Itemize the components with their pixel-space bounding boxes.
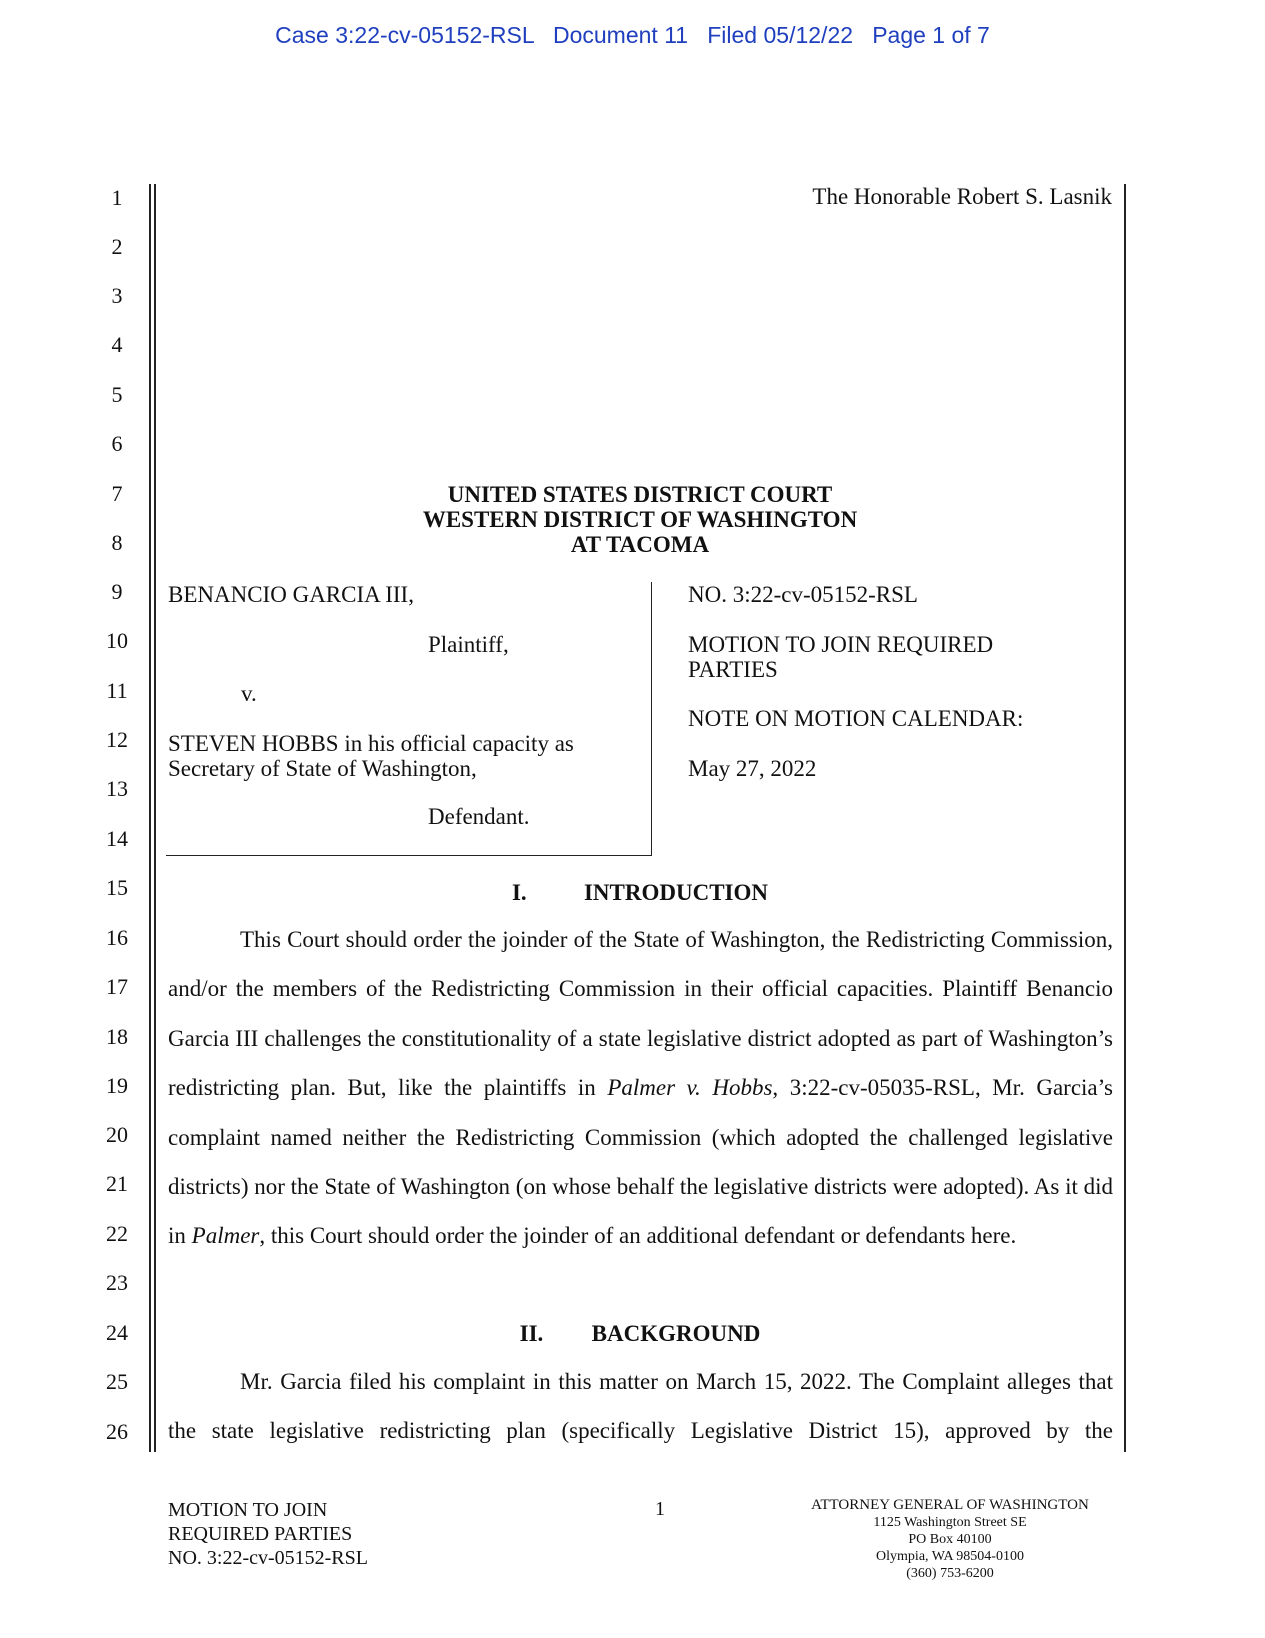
footer-agency: ATTORNEY GENERAL OF WASHINGTON xyxy=(811,1497,1089,1513)
ecf-header-stamp xyxy=(0,22,1265,49)
line-number: 7 xyxy=(111,481,123,506)
court-heading-line: AT TACOMA xyxy=(570,532,710,557)
footer-page-number: 1 xyxy=(655,1498,665,1520)
right-margin-rule xyxy=(1124,184,1126,1452)
line-number: 11 xyxy=(106,678,128,703)
line-number: 13 xyxy=(106,776,128,801)
section-heading-introduction xyxy=(166,880,1114,906)
noting-date: May 27, 2022 xyxy=(688,756,817,781)
line-number: 24 xyxy=(106,1320,128,1345)
page-count-stamp: Page 1 of 7 xyxy=(872,22,990,48)
plaintiff-role: Plaintiff, xyxy=(428,632,509,657)
line-number: 15 xyxy=(106,875,128,900)
plaintiff-name: BENANCIO GARCIA III, xyxy=(168,582,414,607)
left-margin-rule-inner xyxy=(154,184,156,1452)
line-number: 4 xyxy=(111,332,123,357)
case-number: NO. 3:22-cv-05152-RSL xyxy=(688,582,918,607)
paragraph-text: Mr. Garcia filed his complaint in this matter on March 15, 2022. The Complaint alleges that the state legislative redistricting plan (specifically Legislative District 15), approved by the xyxy=(168,1369,1113,1444)
line-number: 10 xyxy=(106,628,128,653)
footer-attorney-block xyxy=(800,1497,1100,1582)
footer-document-title xyxy=(168,1498,368,1570)
section-title: INTRODUCTION xyxy=(583,880,769,905)
line-number: 25 xyxy=(106,1369,128,1394)
line-number: 12 xyxy=(106,727,128,752)
line-number: 8 xyxy=(111,530,123,555)
line-number: 20 xyxy=(106,1122,128,1147)
line-number: 23 xyxy=(106,1270,128,1295)
footer-address-line: PO Box 40100 xyxy=(908,1532,992,1547)
document-number-stamp: Document 11 xyxy=(552,22,689,48)
footer-title-line: REQUIRED PARTIES xyxy=(168,1523,353,1545)
line-number: 17 xyxy=(106,974,128,999)
background-paragraph xyxy=(168,1357,1113,1456)
motion-title-line-1: MOTION TO JOIN REQUIRED xyxy=(688,632,994,657)
line-number: 22 xyxy=(106,1221,128,1246)
court-heading-line: UNITED STATES DISTRICT COURT xyxy=(447,482,833,507)
line-number: 1 xyxy=(111,185,123,210)
section-title: BACKGROUND xyxy=(591,1321,761,1346)
section-number: II. xyxy=(519,1321,544,1346)
court-heading xyxy=(330,482,950,557)
line-number: 9 xyxy=(111,579,123,604)
line-number: 19 xyxy=(106,1073,128,1098)
footer-address-line: 1125 Washington Street SE xyxy=(873,1515,1027,1530)
left-margin-rule-outer xyxy=(149,184,151,1452)
caption-vertical-rule xyxy=(651,582,652,855)
line-number: 21 xyxy=(106,1171,128,1196)
filed-date-stamp: Filed 05/12/22 xyxy=(707,22,854,48)
judge-name: The Honorable Robert S. Lasnik xyxy=(812,184,1112,209)
line-number: 3 xyxy=(111,283,123,308)
case-number-stamp: Case 3:22-cv-05152-RSL xyxy=(275,22,534,48)
case-citation: Palmer v. Hobbs xyxy=(607,1075,773,1101)
footer-address-line: Olympia, WA 98504-0100 xyxy=(876,1549,1024,1564)
line-number: 18 xyxy=(106,1024,128,1049)
caption-bottom-rule xyxy=(166,855,652,856)
paragraph-text: , 3:22-cv-05035-RSL, Mr. Garcia’s complaint named neither the Redistricting Commission (which adopted the challenged legislative districts) nor the State of Washington (on whose behalf the legislative districts were adopted). As it did in xyxy=(168,1075,1113,1249)
section-heading-background xyxy=(166,1321,1114,1347)
paragraph-text: This Court should order the joinder of the State of Washington, the Redistricting Commission, and/or the members of the Redistricting Commission in their official capacities. Plaintiff Benancio Garcia III challenges the constitutionality of a state legislative district adopted as part of Washington’s redistricting plan. But, like the plaintiffs in xyxy=(168,927,1113,1101)
versus: v. xyxy=(241,681,257,706)
introduction-paragraph xyxy=(168,915,1113,1261)
section-number: I. xyxy=(511,880,527,905)
defendant-line-2: Secretary of State of Washington, xyxy=(168,756,477,781)
paragraph-text: , this Court should order the joinder of an additional defendant or defendants here. xyxy=(259,1223,1017,1249)
line-number: 26 xyxy=(106,1419,128,1444)
case-citation: Palmer xyxy=(191,1223,260,1249)
line-number: 2 xyxy=(111,234,123,259)
footer-title-line: MOTION TO JOIN xyxy=(168,1499,328,1521)
note-on-motion-calendar: NOTE ON MOTION CALENDAR: xyxy=(688,706,1024,731)
motion-title-line-2: PARTIES xyxy=(688,657,778,682)
defendant-role: Defendant. xyxy=(428,804,530,829)
line-number: 14 xyxy=(106,826,128,851)
line-number: 16 xyxy=(106,925,128,950)
footer-title-line: NO. 3:22-cv-05152-RSL xyxy=(168,1547,368,1569)
court-heading-line: WESTERN DISTRICT OF WASHINGTON xyxy=(422,507,858,532)
footer-phone: (360) 753-6200 xyxy=(906,1566,994,1581)
line-number: 5 xyxy=(111,382,123,407)
defendant-line-1: STEVEN HOBBS in his official capacity as xyxy=(168,731,574,756)
line-number: 6 xyxy=(111,431,123,456)
